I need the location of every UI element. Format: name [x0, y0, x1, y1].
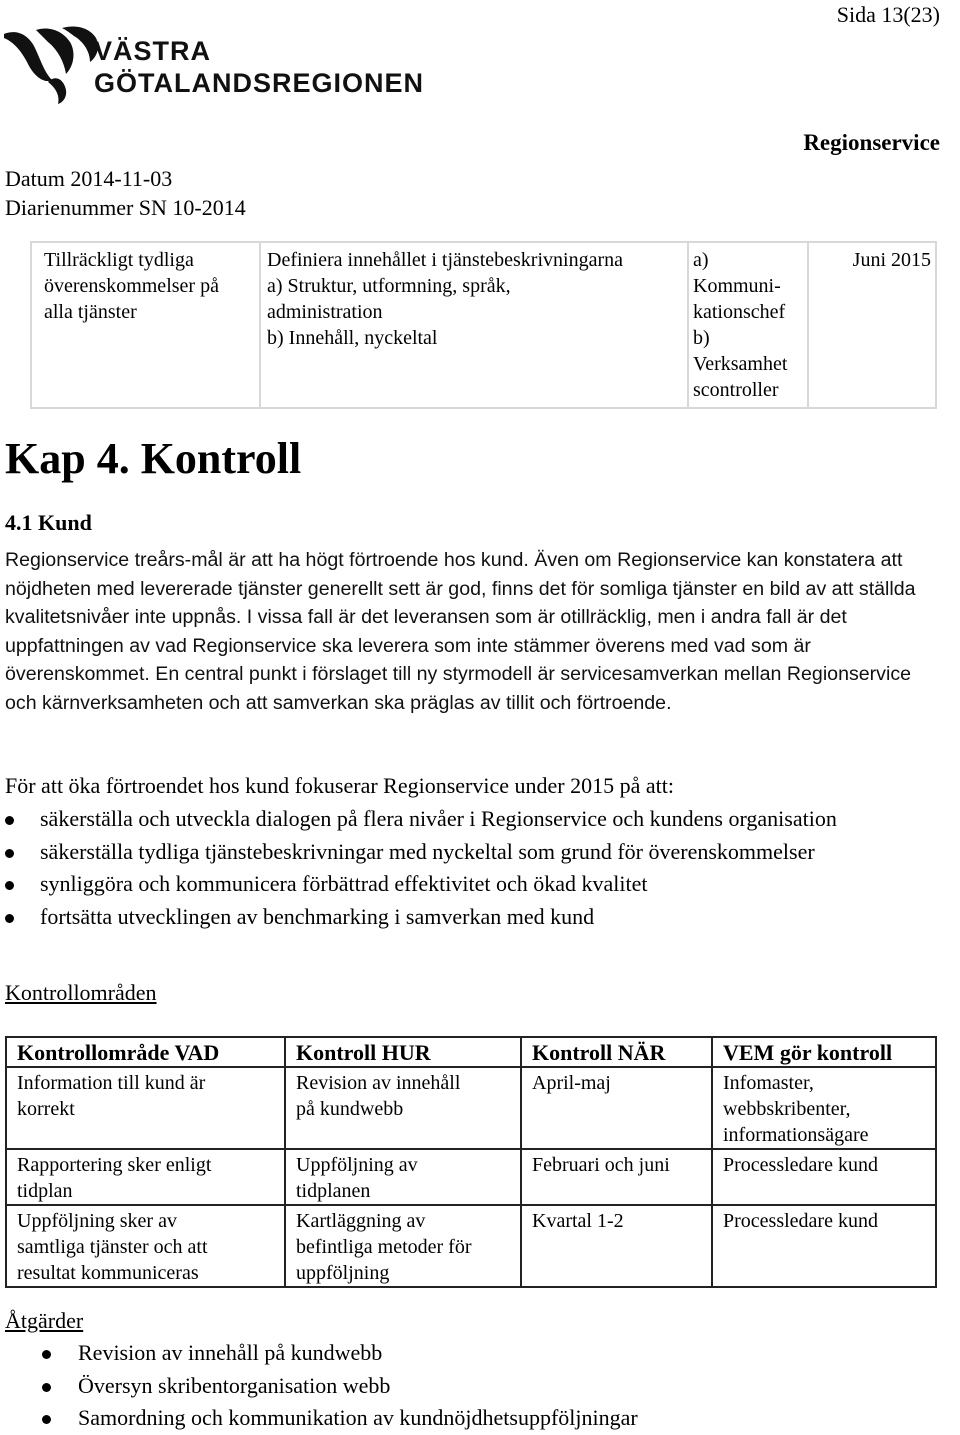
control-heading: Kontrollområden	[5, 980, 157, 1005]
list-item: fortsätta utvecklingen av benchmarking i samverkan med kund	[5, 901, 837, 934]
table-cell: Infomaster, webbskribenter, informationsägare	[712, 1067, 936, 1149]
table-cell: Kvartal 1-2	[521, 1205, 712, 1287]
table-cell: Processledare kund	[712, 1205, 936, 1287]
column-header: VEM gör kontroll	[712, 1037, 936, 1067]
table-header-row	[6, 1037, 936, 1067]
column-header: Kontroll HUR	[285, 1037, 521, 1067]
table-cell: Kartläggning av befintliga metoder för uppföljning	[285, 1205, 521, 1287]
list-item: säkerställa och utveckla dialogen på flera nivåer i Regionservice och kundens organisation	[5, 803, 837, 836]
table-cell: April-maj	[521, 1067, 712, 1149]
table-row	[6, 1149, 936, 1205]
list-item: säkerställa tydliga tjänstebeskrivningar med nyckeltal som grund för överenskommelser	[5, 836, 837, 869]
section-title: 4.1 Kund	[5, 510, 92, 535]
plan-table	[30, 241, 937, 409]
document-meta	[5, 164, 246, 222]
logo-line1: VÄSTRA	[94, 36, 212, 66]
control-table	[5, 1036, 937, 1288]
vgr-logo	[4, 24, 425, 108]
table-cell: Revision av innehåll på kundwebb	[285, 1067, 521, 1149]
focus-list	[5, 803, 837, 933]
table-row	[6, 1067, 936, 1149]
focus-intro: För att öka förtroendet hos kund fokuserar Regionservice under 2015 på att:	[5, 773, 674, 798]
table-cell: Uppföljning av tidplanen	[285, 1149, 521, 1205]
activity-cell: Definiera innehållet i tjänstebeskrivningarna a) Struktur, utformning, språk, administration b) Innehåll, nyckeltal	[260, 242, 688, 408]
chapter-title: Kap 4. Kontroll	[5, 434, 302, 483]
page-number: Sida 13(23)	[836, 2, 940, 27]
actions-list	[42, 1337, 638, 1435]
table-cell: Information till kund är korrekt	[6, 1067, 285, 1149]
logo-line2: GÖTALANDSREGIONEN	[94, 68, 425, 98]
list-item: Samordning och kommunikation av kundnöjdhetsuppföljningar	[42, 1402, 638, 1435]
responsible-cell: a) Kommuni- kationschef b) Verksamhet scontroller	[688, 242, 808, 408]
table-row	[31, 242, 936, 408]
list-item: synliggöra och kommunicera förbättrad effektivitet och ökad kvalitet	[5, 868, 837, 901]
table-cell: Rapportering sker enligt tidplan	[6, 1149, 285, 1205]
list-item: Översyn skribentorganisation webb	[42, 1370, 638, 1403]
table-cell: Februari och juni	[521, 1149, 712, 1205]
table-cell: Processledare kund	[712, 1149, 936, 1205]
column-header: Kontroll NÄR	[521, 1037, 712, 1067]
column-header: Kontrollområde VAD	[6, 1037, 285, 1067]
document-reference: Diarienummer SN 10-2014	[5, 195, 246, 220]
table-row	[6, 1205, 936, 1287]
list-item: Revision av innehåll på kundwebb	[42, 1337, 638, 1370]
department-name: Regionservice	[803, 130, 940, 155]
body-paragraph: Regionservice treårs-mål är att ha högt förtroende hos kund. Även om Regionservice kan konstatera att nöjdheten med levererade tjänster generellt sett är god, finns det för somliga tjänster en bild av att ställda kvalitetsnivåer inte uppnås. I vissa fall är det leveransen som är otillräcklig, men i andra fall är det uppfattningen av vad Regionservice ska leverera som inte stämmer överens med vad som är överenskommet. En central punkt i förslaget till ny styrmodell är servicesamverkan mellan Regionservice och kärnverksamheten och att samverkan ska präglas av tillit och förtroende.	[5, 549, 916, 714]
vgr-emblem-icon	[4, 26, 98, 104]
document-date: Datum 2014-11-03	[5, 166, 173, 191]
table-cell: Uppföljning sker av samtliga tjänster och att resultat kommuniceras	[6, 1205, 285, 1287]
goal-cell: Tillräckligt tydliga överenskommelser på alla tjänster	[31, 242, 260, 408]
deadline-cell: Juni 2015	[808, 242, 936, 408]
actions-heading: Åtgärder	[5, 1308, 84, 1333]
